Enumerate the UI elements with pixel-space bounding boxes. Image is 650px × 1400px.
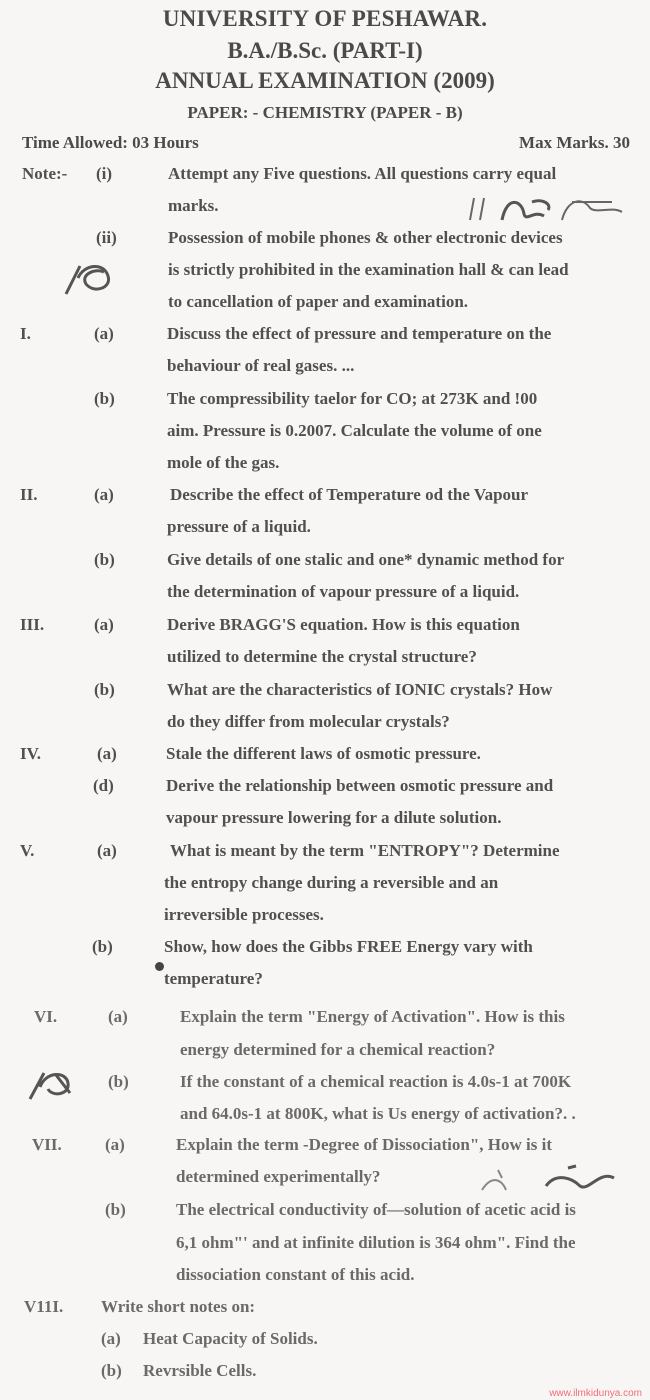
part-label: (d) [93, 776, 114, 795]
question-line: mole of the gas. [167, 453, 280, 472]
handwritten-mark-icon [26, 1065, 76, 1105]
question-line: Discuss the effect of pressure and temperature on the [167, 324, 552, 343]
question-number: II. [20, 485, 38, 504]
note-line: Possession of mobile phones & other electronic devices [168, 228, 563, 247]
question-line: utilized to determine the crystal structure? [167, 647, 477, 666]
university-title: UNIVERSITY OF PESHAWAR. [162, 6, 488, 31]
question-line: The compressibility taelor for CO; at 273K and !00 [167, 389, 538, 408]
max-marks: Max Marks. 30 [519, 133, 630, 152]
question-line: If the constant of a chemical reaction is 4.0s-1 at 700K [180, 1072, 572, 1091]
part-label: (b) [108, 1072, 129, 1091]
question-number: III. [20, 615, 45, 634]
question-line: Describe the effect of Temperature od the Vapour [170, 485, 529, 504]
question-line: Explain the term "Energy of Activation". How is this [180, 1007, 565, 1026]
question-line: Explain the term -Degree of Dissociation", How is it [176, 1135, 552, 1154]
question-line: do they differ from molecular crystals? [167, 712, 450, 731]
note-num: (ii) [96, 228, 117, 247]
part-label: (b) [105, 1200, 126, 1219]
note-line: is strictly prohibited in the examination hall & can lead [168, 260, 569, 279]
note-label: Note:- [22, 164, 68, 183]
question-line: Revrsible Cells. [143, 1361, 257, 1380]
question-line: Stale the different laws of osmotic pressure. [166, 744, 481, 763]
part-label: (b) [101, 1361, 122, 1380]
question-number: IV. [20, 744, 41, 763]
part-label: (a) [97, 841, 117, 860]
question-line: 6,1 ohm"' and at infinite dilution is 364 ohm". Find the [176, 1233, 576, 1252]
question-line: What are the characteristics of IONIC crystals? How [167, 680, 553, 699]
question-line: Derive the relationship between osmotic pressure and [166, 776, 554, 795]
question-line: behaviour of real gases. ... [167, 356, 355, 375]
note-line: to cancellation of paper and examination. [168, 292, 469, 311]
part-label: (b) [94, 680, 115, 699]
part-label: (a) [97, 744, 117, 763]
question-intro: Write short notes on: [101, 1297, 256, 1316]
question-number: VI. [34, 1007, 58, 1026]
question-line: Show, how does the Gibbs FREE Energy vary with [164, 937, 533, 956]
part-label: (a) [105, 1135, 125, 1154]
paper-title: PAPER: - CHEMISTRY (PAPER - B) [187, 103, 463, 122]
question-line: Heat Capacity of Solids. [143, 1329, 318, 1348]
program-title: B.A./B.Sc. (PART-I) [227, 38, 423, 63]
note-line: Attempt any Five questions. All questions carry equal [168, 164, 557, 183]
question-line: determined experimentally? [176, 1167, 381, 1186]
question-line: and 64.0s-1 at 800K, what is Us energy of activation?. . [180, 1104, 576, 1123]
question-line: aim. Pressure is 0.2007. Calculate the volume of one [167, 421, 542, 440]
question-line: the determination of vapour pressure of a liquid. [167, 582, 520, 601]
question-number: V11I. [24, 1297, 64, 1316]
note-num: (i) [96, 164, 113, 183]
part-label: (b) [94, 389, 115, 408]
question-line: vapour pressure lowering for a dilute solution. [166, 808, 502, 827]
question-number: VII. [32, 1135, 62, 1154]
part-label: (a) [94, 615, 114, 634]
ink-dot [155, 962, 164, 971]
question-number: V. [20, 841, 35, 860]
part-label: (a) [94, 485, 114, 504]
time-allowed: Time Allowed: 03 Hours [22, 133, 199, 152]
question-line: What is meant by the term "ENTROPY"? Determine [170, 841, 560, 860]
question-number: I. [20, 324, 31, 343]
note-line: marks. [168, 196, 219, 215]
part-label: (a) [94, 324, 114, 343]
watermark: www.ilmkidunya.com [549, 1388, 642, 1399]
question-line: The electrical conductivity of—solution of acetic acid is [176, 1200, 576, 1219]
question-line: Give details of one stalic and one* dynamic method for [167, 550, 565, 569]
handwritten-mark-icon [462, 190, 632, 224]
question-line: dissociation constant of this acid. [176, 1265, 415, 1284]
exam-title: ANNUAL EXAMINATION (2009) [155, 68, 495, 93]
question-line: the entropy change during a reversible and an [164, 873, 499, 892]
question-line: irreversible processes. [164, 905, 324, 924]
question-line: Derive BRAGG'S equation. How is this equation [167, 615, 520, 634]
question-line: energy determined for a chemical reaction? [180, 1040, 496, 1059]
question-line: temperature? [164, 969, 263, 988]
part-label: (b) [94, 550, 115, 569]
part-label: (b) [92, 937, 113, 956]
part-label: (a) [108, 1007, 128, 1026]
handwritten-mark-icon [60, 258, 116, 298]
part-label: (a) [101, 1329, 121, 1348]
handwritten-mark-icon [476, 1160, 626, 1194]
question-line: pressure of a liquid. [167, 517, 311, 536]
